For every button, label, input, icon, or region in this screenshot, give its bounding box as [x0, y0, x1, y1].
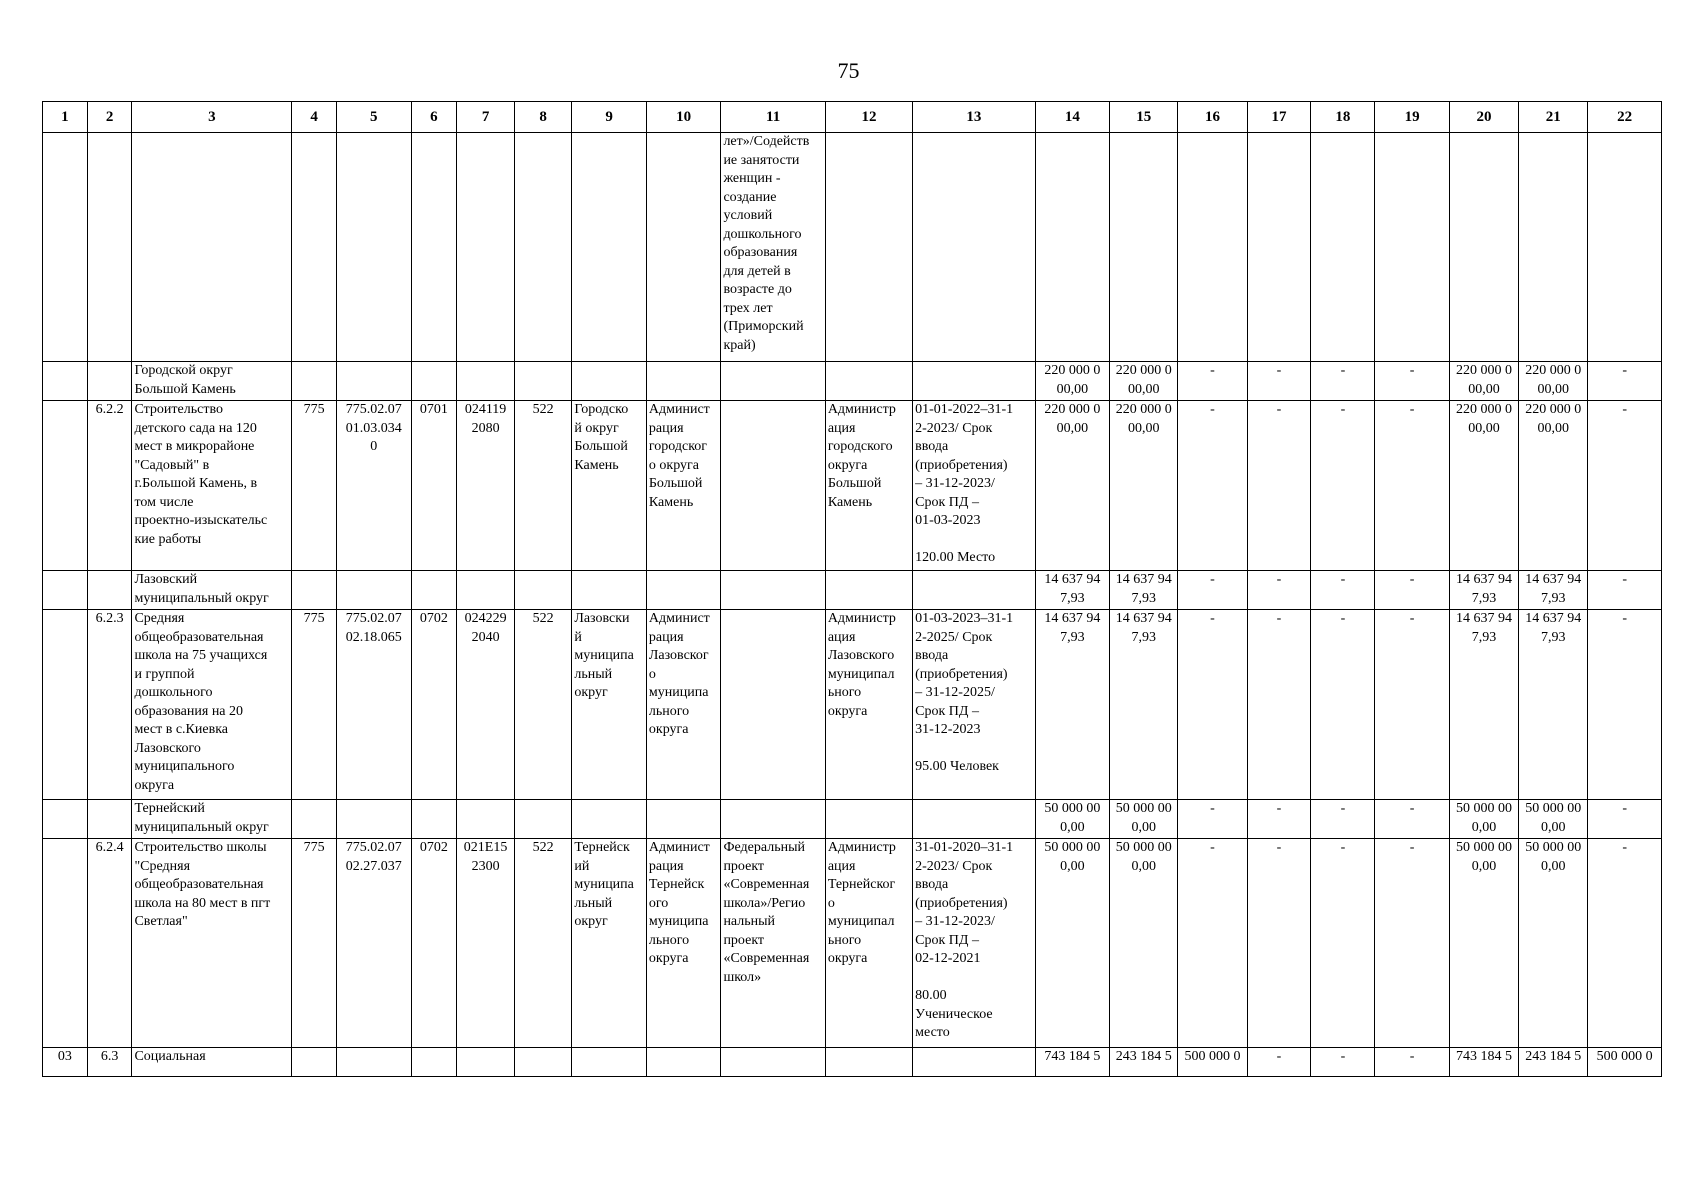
table-cell-col-16: -: [1178, 610, 1247, 800]
table-cell-col-11: [721, 571, 825, 610]
table-cell-col-3: Тернейский муниципальный округ: [132, 800, 292, 839]
table-cell-col-15: 14 637 94 7,93: [1110, 571, 1178, 610]
table-cell-col-15: 220 000 0 00,00: [1110, 362, 1178, 401]
table-cell-col-22: 500 000 0: [1588, 1048, 1662, 1077]
table-cell-col-8: 522: [514, 610, 572, 800]
table-cell-col-10: Админист рация Лазовског о муниципа льного округа: [646, 610, 721, 800]
table-cell-col-17: -: [1247, 1048, 1311, 1077]
table-cell-col-2: [87, 362, 132, 401]
table-cell-col-22: -: [1588, 800, 1662, 839]
table-cell-col-1: 03: [43, 1048, 88, 1077]
table-cell-col-3: Строительство детского сада на 120 мест в микрорайоне "Садовый" в г.Большой Камень, в том числе проектно-изыскательс кие работы: [132, 401, 292, 571]
table-cell-col-7: 021E15 2300: [457, 839, 515, 1048]
column-header-15: 15: [1110, 102, 1178, 133]
table-cell-col-14: 220 000 0 00,00: [1035, 401, 1110, 571]
table-cell-col-16: -: [1178, 800, 1247, 839]
table-cell-col-12: [825, 1048, 912, 1077]
table-cell-col-9: [572, 1048, 647, 1077]
table-cell-col-19: -: [1375, 571, 1450, 610]
column-header-1: 1: [43, 102, 88, 133]
table-cell-col-4: 775: [292, 401, 337, 571]
column-header-20: 20: [1449, 102, 1518, 133]
table-cell-col-9: Лазовски й муниципа льный округ: [572, 610, 647, 800]
table-cell-col-13: [913, 1048, 1035, 1077]
table-cell-col-5: 775.02.07 01.03.034 0: [336, 401, 411, 571]
table-cell-col-6: 0702: [411, 839, 457, 1048]
table-cell-col-18: -: [1311, 800, 1375, 839]
table-cell-col-22: -: [1588, 839, 1662, 1048]
table-cell-col-4: 775: [292, 839, 337, 1048]
table-cell-col-3: Социальная: [132, 1048, 292, 1077]
table-cell-col-19: -: [1375, 839, 1450, 1048]
column-header-3: 3: [132, 102, 292, 133]
table-cell-col-17: -: [1247, 839, 1311, 1048]
table-cell-col-9: Тернейск ий муниципа льный округ: [572, 839, 647, 1048]
table-cell-col-12: [825, 362, 912, 401]
table-cell-col-10: [646, 800, 721, 839]
table-cell-col-9: [572, 362, 647, 401]
table-cell-col-1: [43, 839, 88, 1048]
table-cell-col-11: [721, 362, 825, 401]
table-cell-col-9: [572, 571, 647, 610]
table-row: [43, 362, 1662, 401]
table-cell-col-11: Федеральный проект «Современная школа»/Регио нальный проект «Современная школ»: [721, 839, 825, 1048]
table-cell-col-5: 775.02.07 02.18.065: [336, 610, 411, 800]
table-cell-col-13: 31-01-2020–31-1 2-2023/ Срок ввода (приобретения) – 31-12-2023/ Срок ПД – 02-12-2021 80.00 Ученическое место: [913, 839, 1035, 1048]
table-cell-col-20: [1449, 133, 1518, 362]
table-cell-col-1: [43, 362, 88, 401]
table-cell-col-13: [913, 800, 1035, 839]
table-cell-col-11: [721, 610, 825, 800]
table-cell-col-1: [43, 571, 88, 610]
table-row: [43, 800, 1662, 839]
table-cell-col-16: -: [1178, 839, 1247, 1048]
table-cell-col-14: 743 184 5: [1035, 1048, 1110, 1077]
table-cell-col-14: 50 000 00 0,00: [1035, 800, 1110, 839]
table-cell-col-15: 220 000 0 00,00: [1110, 401, 1178, 571]
table-cell-col-13: [913, 571, 1035, 610]
table-cell-col-13: 01-01-2022–31-1 2-2023/ Срок ввода (приобретения) – 31-12-2023/ Срок ПД – 01-03-2023 120.00 Место: [913, 401, 1035, 571]
column-header-16: 16: [1178, 102, 1247, 133]
table-cell-col-9: [572, 800, 647, 839]
table-cell-col-6: [411, 1048, 457, 1077]
table-cell-col-17: -: [1247, 362, 1311, 401]
table-cell-col-20: 14 637 94 7,93: [1449, 610, 1518, 800]
table-cell-col-17: -: [1247, 571, 1311, 610]
table-cell-col-18: -: [1311, 362, 1375, 401]
table-cell-col-4: [292, 362, 337, 401]
table-cell-col-7: [457, 800, 515, 839]
table-cell-col-11: [721, 401, 825, 571]
table-cell-col-7: [457, 571, 515, 610]
table-cell-col-14: 14 637 94 7,93: [1035, 571, 1110, 610]
table-cell-col-18: -: [1311, 571, 1375, 610]
table-cell-col-6: 0702: [411, 610, 457, 800]
table-cell-col-6: 0701: [411, 401, 457, 571]
table-cell-col-12: [825, 800, 912, 839]
table-row: [43, 839, 1662, 1048]
table-cell-col-21: 50 000 00 0,00: [1519, 800, 1588, 839]
table-cell-col-16: 500 000 0: [1178, 1048, 1247, 1077]
table-cell-col-17: -: [1247, 800, 1311, 839]
table-cell-col-2: [87, 800, 132, 839]
table-cell-col-17: -: [1247, 401, 1311, 571]
table-cell-col-17: -: [1247, 610, 1311, 800]
table-cell-col-22: -: [1588, 610, 1662, 800]
table-cell-col-2: 6.2.4: [87, 839, 132, 1048]
table-cell-col-8: [514, 800, 572, 839]
table-cell-col-19: -: [1375, 362, 1450, 401]
table-cell-col-9: Городско й округ Большой Камень: [572, 401, 647, 571]
table-cell-col-1: [43, 401, 88, 571]
column-header-9: 9: [572, 102, 647, 133]
column-header-8: 8: [514, 102, 572, 133]
table-cell-col-21: [1519, 133, 1588, 362]
page-number: 75: [837, 58, 860, 83]
table-cell-col-5: [336, 133, 411, 362]
table-cell-col-21: 14 637 94 7,93: [1519, 571, 1588, 610]
table-cell-col-21: 220 000 0 00,00: [1519, 362, 1588, 401]
table-cell-col-9: [572, 133, 647, 362]
table-cell-col-8: [514, 571, 572, 610]
table-cell-col-12: [825, 133, 912, 362]
table-cell-col-4: 775: [292, 610, 337, 800]
table-header-row: [43, 102, 1662, 133]
table-cell-col-3: Городской округ Большой Камень: [132, 362, 292, 401]
table-cell-col-14: 50 000 00 0,00: [1035, 839, 1110, 1048]
column-header-7: 7: [457, 102, 515, 133]
table-cell-col-16: -: [1178, 571, 1247, 610]
table-cell-col-18: -: [1311, 1048, 1375, 1077]
table-cell-col-12: Администр ация городского округа Большой Камень: [825, 401, 912, 571]
table-cell-col-11: [721, 800, 825, 839]
table-cell-col-20: 50 000 00 0,00: [1449, 800, 1518, 839]
table-cell-col-10: [646, 133, 721, 362]
column-header-18: 18: [1311, 102, 1375, 133]
table-cell-col-12: [825, 571, 912, 610]
table-cell-col-10: [646, 1048, 721, 1077]
table-cell-col-5: [336, 1048, 411, 1077]
table-cell-col-16: [1178, 133, 1247, 362]
column-header-11: 11: [721, 102, 825, 133]
table-row: [43, 610, 1662, 800]
table-cell-col-3: Лазовский муниципальный округ: [132, 571, 292, 610]
table-cell-col-5: [336, 571, 411, 610]
column-header-21: 21: [1519, 102, 1588, 133]
table-row: [43, 571, 1662, 610]
table-cell-col-13: [913, 362, 1035, 401]
column-header-2: 2: [87, 102, 132, 133]
table-cell-col-2: 6.3: [87, 1048, 132, 1077]
table-cell-col-13: [913, 133, 1035, 362]
table-cell-col-18: [1311, 133, 1375, 362]
table-cell-col-15: 243 184 5: [1110, 1048, 1178, 1077]
table-cell-col-4: [292, 1048, 337, 1077]
table-cell-col-20: 743 184 5: [1449, 1048, 1518, 1077]
table-cell-col-10: Админист рация городског о округа Большой Камень: [646, 401, 721, 571]
table-cell-col-20: 220 000 0 00,00: [1449, 362, 1518, 401]
table-cell-col-19: -: [1375, 800, 1450, 839]
column-header-6: 6: [411, 102, 457, 133]
column-header-13: 13: [913, 102, 1035, 133]
table-cell-col-21: 243 184 5: [1519, 1048, 1588, 1077]
budget-table: [42, 101, 1662, 1077]
table-cell-col-22: [1588, 133, 1662, 362]
table-cell-col-1: [43, 800, 88, 839]
table-cell-col-21: 220 000 0 00,00: [1519, 401, 1588, 571]
table-cell-col-6: [411, 133, 457, 362]
table-cell-col-2: [87, 571, 132, 610]
table-cell-col-11: [721, 1048, 825, 1077]
table-cell-col-11: лет»/Содейств ие занятости женщин - создание условий дошкольного образования для детей в возрасте до трех лет (Приморский край): [721, 133, 825, 362]
table-cell-col-3: [132, 133, 292, 362]
table-row: [43, 401, 1662, 571]
table-cell-col-14: 220 000 0 00,00: [1035, 362, 1110, 401]
table-cell-col-7: [457, 133, 515, 362]
table-cell-col-22: -: [1588, 571, 1662, 610]
table-cell-col-8: [514, 362, 572, 401]
table-cell-col-18: -: [1311, 401, 1375, 571]
table-cell-col-7: 024119 2080: [457, 401, 515, 571]
table-cell-col-12: Администр ация Тернейског о муниципал ьного округа: [825, 839, 912, 1048]
table-cell-col-1: [43, 133, 88, 362]
column-header-19: 19: [1375, 102, 1450, 133]
table-cell-col-22: -: [1588, 401, 1662, 571]
table-cell-col-19: [1375, 133, 1450, 362]
table-cell-col-15: 50 000 00 0,00: [1110, 839, 1178, 1048]
table-cell-col-8: [514, 1048, 572, 1077]
table-cell-col-18: -: [1311, 839, 1375, 1048]
table-cell-col-3: Средняя общеобразовательная школа на 75 учащихся и группой дошкольного образования на 20 мест в с.Киевка Лазовского муниципального округа: [132, 610, 292, 800]
table-cell-col-4: [292, 133, 337, 362]
column-header-22: 22: [1588, 102, 1662, 133]
table-cell-col-15: 50 000 00 0,00: [1110, 800, 1178, 839]
table-cell-col-17: [1247, 133, 1311, 362]
table-cell-col-8: 522: [514, 839, 572, 1048]
table-cell-col-7: [457, 1048, 515, 1077]
column-header-5: 5: [336, 102, 411, 133]
column-header-12: 12: [825, 102, 912, 133]
table-cell-col-12: Администр ация Лазовского муниципал ьного округа: [825, 610, 912, 800]
table-cell-col-20: 14 637 94 7,93: [1449, 571, 1518, 610]
table-cell-col-5: [336, 800, 411, 839]
table-cell-col-2: 6.2.3: [87, 610, 132, 800]
table-cell-col-6: [411, 362, 457, 401]
table-cell-col-1: [43, 610, 88, 800]
table-cell-col-3: Строительство школы "Средняя общеобразовательная школа на 80 мест в пгт Светлая": [132, 839, 292, 1048]
table-cell-col-4: [292, 571, 337, 610]
table-cell-col-16: -: [1178, 401, 1247, 571]
table-cell-col-16: -: [1178, 362, 1247, 401]
table-cell-col-14: [1035, 133, 1110, 362]
table-cell-col-18: -: [1311, 610, 1375, 800]
table-cell-col-13: 01-03-2023–31-1 2-2025/ Срок ввода (приобретения) – 31-12-2025/ Срок ПД – 31-12-2023 95.00 Человек: [913, 610, 1035, 800]
table-cell-col-20: 50 000 00 0,00: [1449, 839, 1518, 1048]
table-cell-col-5: 775.02.07 02.27.037: [336, 839, 411, 1048]
table-cell-col-4: [292, 800, 337, 839]
table-cell-col-20: 220 000 0 00,00: [1449, 401, 1518, 571]
column-header-4: 4: [292, 102, 337, 133]
table-cell-col-7: [457, 362, 515, 401]
table-cell-col-21: 14 637 94 7,93: [1519, 610, 1588, 800]
table-row: [43, 133, 1662, 362]
table-cell-col-10: Админист рация Тернейск ого муниципа льного округа: [646, 839, 721, 1048]
table-cell-col-21: 50 000 00 0,00: [1519, 839, 1588, 1048]
table-cell-col-19: -: [1375, 401, 1450, 571]
table-cell-col-14: 14 637 94 7,93: [1035, 610, 1110, 800]
table-cell-col-22: -: [1588, 362, 1662, 401]
table-cell-col-6: [411, 800, 457, 839]
table-cell-col-10: [646, 362, 721, 401]
table-cell-col-8: 522: [514, 401, 572, 571]
table-cell-col-15: 14 637 94 7,93: [1110, 610, 1178, 800]
column-header-17: 17: [1247, 102, 1311, 133]
table-cell-col-10: [646, 571, 721, 610]
table-cell-col-5: [336, 362, 411, 401]
table-cell-col-2: 6.2.2: [87, 401, 132, 571]
column-header-10: 10: [646, 102, 721, 133]
table-row: [43, 1048, 1662, 1077]
table-cell-col-6: [411, 571, 457, 610]
table-cell-col-15: [1110, 133, 1178, 362]
table-cell-col-2: [87, 133, 132, 362]
table-cell-col-19: -: [1375, 1048, 1450, 1077]
table-cell-col-8: [514, 133, 572, 362]
table-cell-col-19: -: [1375, 610, 1450, 800]
table-cell-col-7: 024229 2040: [457, 610, 515, 800]
column-header-14: 14: [1035, 102, 1110, 133]
